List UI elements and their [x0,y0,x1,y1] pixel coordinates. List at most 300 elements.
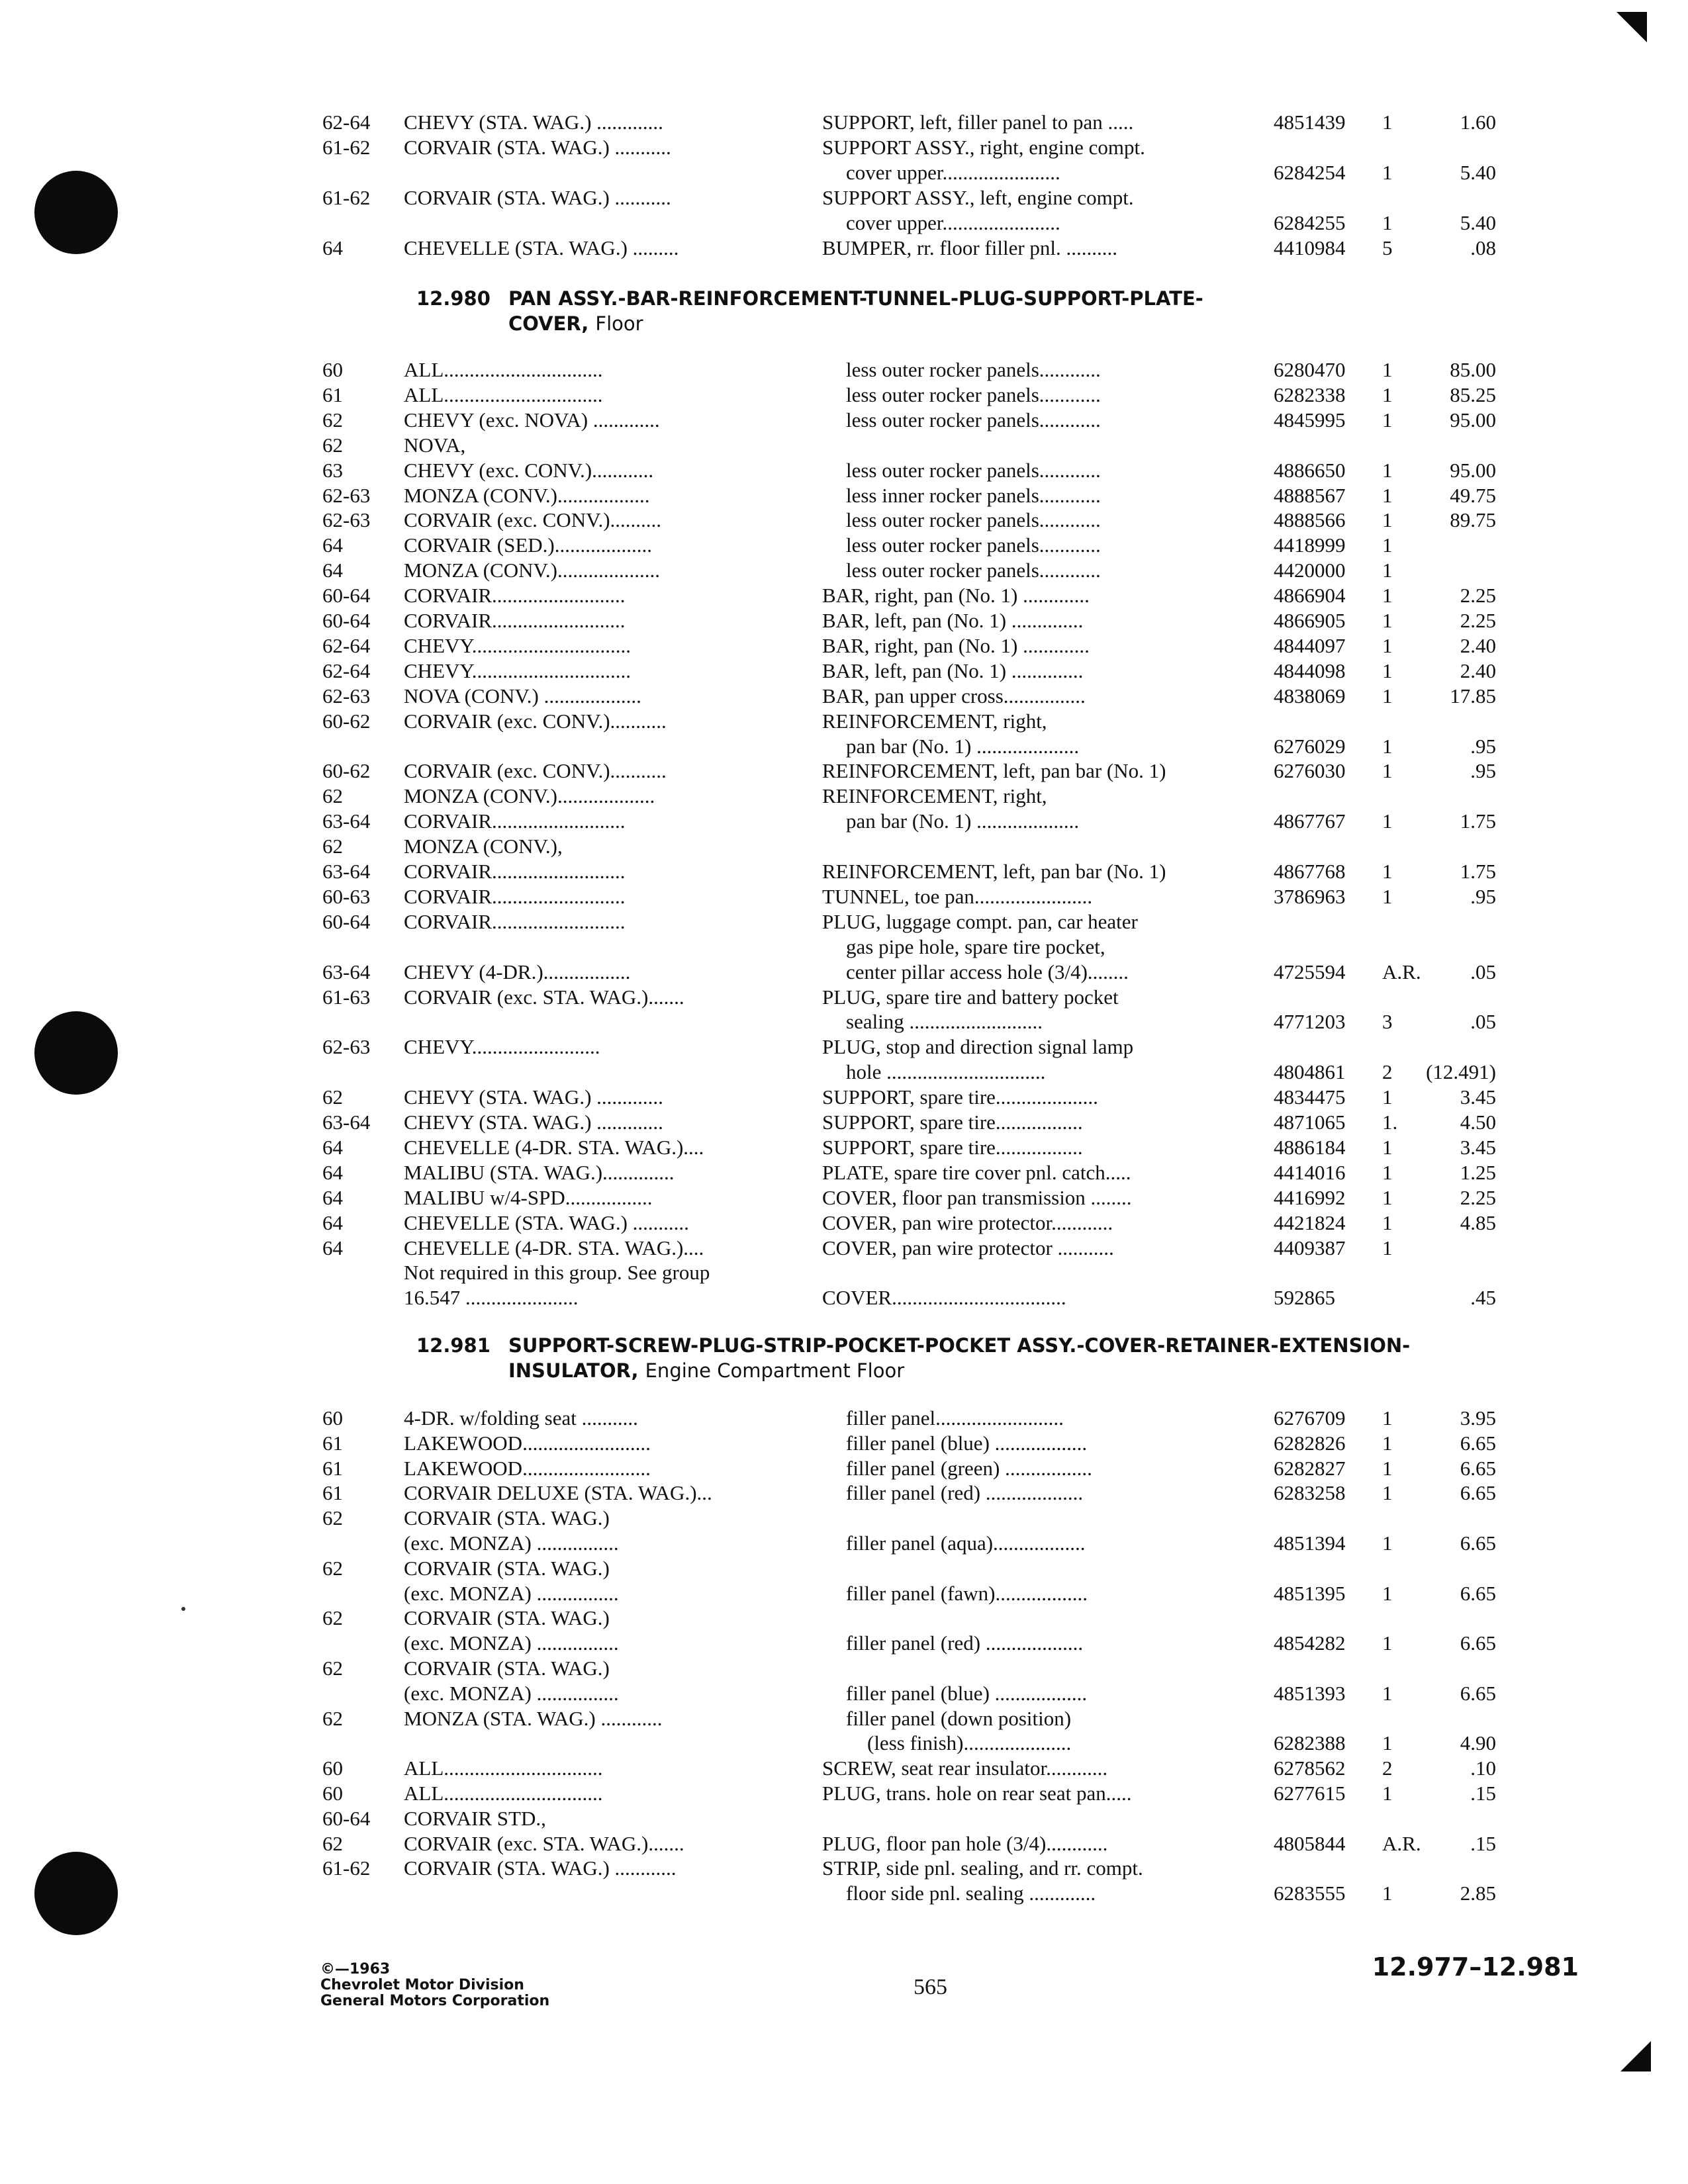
parts-row [0,909,1688,934]
parts-row [0,1656,1688,1681]
parts-row [0,1606,1688,1631]
quantity: 1 [1382,1431,1393,1455]
part-number: 6284255 [1274,211,1346,234]
model-year: 64 [322,1210,343,1234]
list-price: .95 [1470,884,1496,908]
part-description: SUPPORT, left, filler panel to pan ..... [822,111,1134,134]
parts-row [0,1160,1688,1185]
model-year: 62 [322,1657,343,1680]
model-year: 62 [322,1606,343,1630]
model-year: 64 [322,1135,343,1159]
parts-row [0,1781,1688,1806]
quantity: 1 [1382,1731,1393,1755]
list-price: 6.65 [1460,1456,1496,1480]
model-year: 64 [322,533,343,557]
model-year: 62-63 [322,508,371,532]
part-number: 4805844 [1274,1831,1346,1855]
model-year: 60 [322,358,343,381]
part-description: less outer rocker panels............ [846,458,1101,482]
model-application: CORVAIR (exc. CONV.)........... [404,709,667,733]
model-year: 60 [322,1406,343,1430]
parts-row [0,1531,1688,1556]
part-number: 4851394 [1274,1531,1346,1555]
list-price: 1.60 [1460,111,1496,134]
part-description: less outer rocker panels............ [846,358,1101,381]
quantity: 1 [1382,1782,1393,1805]
model-application: MONZA (STA. WAG.) ............ [404,1706,663,1730]
model-year: 62 [322,835,343,858]
list-price: 4.50 [1460,1111,1496,1134]
part-number: 6282338 [1274,383,1346,406]
group-range: 12.977–12.981 [1372,1952,1579,1981]
part-description: pan bar (No. 1) .................... [846,734,1080,758]
part-number: 4409387 [1274,1236,1346,1259]
part-description: REINFORCEMENT, left, pan bar (No. 1) [822,860,1166,883]
model-application: CORVAIR (STA. WAG.) ............ [404,1856,677,1880]
part-description: PLATE, spare tire cover pnl. catch..... [822,1160,1131,1184]
part-description: filler panel (green) ................. [846,1456,1092,1480]
list-price: .08 [1470,236,1496,259]
model-year: 60-64 [322,609,371,632]
part-number: 4871065 [1274,1111,1346,1134]
part-number: 6276709 [1274,1406,1346,1430]
model-application: MONZA (CONV.)................... [404,784,655,808]
parts-row [0,809,1688,834]
model-application: CHEVY............................... [404,659,632,682]
parts-row [0,1556,1688,1581]
part-description: center pillar access hole (3/4)........ [846,960,1129,983]
model-application: CHEVY......................... [404,1035,600,1059]
model-application: LAKEWOOD......................... [404,1431,651,1455]
page-number: 565 [914,1975,947,1999]
parts-row [0,110,1688,135]
parts-row [0,934,1688,960]
part-description: SUPPORT, spare tire.................... [822,1085,1098,1109]
part-number: 3786963 [1274,884,1346,908]
section-number: 12.981 [416,1334,491,1357]
part-description: BUMPER, rr. floor filler pnl. .......... [822,236,1118,259]
model-year: 60-64 [322,1806,371,1830]
part-number: 6280470 [1274,358,1346,381]
model-year: 62-63 [322,1035,371,1059]
list-price: 4.85 [1460,1210,1496,1234]
model-application: CORVAIR.......................... [404,884,626,908]
parts-row [0,734,1688,759]
model-application: ALL............................... [404,1782,603,1805]
list-price: 6.65 [1460,1581,1496,1605]
part-number: 592865 [1274,1286,1335,1310]
parts-row [0,533,1688,558]
quantity: 1 [1382,408,1393,432]
list-price: 6.65 [1460,1531,1496,1555]
model-application: (exc. MONZA) ................ [404,1681,619,1705]
list-price: 3.45 [1460,1085,1496,1109]
model-year: 63-64 [322,960,371,983]
model-year: 62 [322,408,343,432]
model-year: 62 [322,1706,343,1730]
model-application: 4-DR. w/folding seat ........... [404,1406,638,1430]
part-description: SUPPORT, spare tire................. [822,1135,1083,1159]
model-application: ALL............................... [404,383,603,406]
part-number: 4844098 [1274,659,1346,682]
model-year: 60-62 [322,759,371,783]
model-application: CORVAIR (STA. WAG.) [404,1506,610,1530]
part-number: 6284254 [1274,161,1346,184]
part-number: 4410984 [1274,236,1346,259]
model-year: 63-64 [322,1111,371,1134]
part-number: 6278562 [1274,1756,1346,1780]
model-year: 60-64 [322,909,371,933]
list-price: 2.25 [1460,1185,1496,1209]
parts-row [0,1210,1688,1236]
part-description: hole ............................... [846,1060,1046,1084]
quantity: 1 [1382,809,1393,833]
section-subtitle: Floor [595,312,643,335]
part-number: 6283555 [1274,1882,1346,1905]
part-number: 6283258 [1274,1481,1346,1505]
quantity: 1 [1382,1631,1393,1655]
model-year: 61-62 [322,186,371,209]
parts-row [0,608,1688,633]
parts-row [0,1431,1688,1456]
parts-row [0,709,1688,734]
part-number: 4420000 [1274,559,1346,582]
list-price: .05 [1470,1010,1496,1034]
part-description: REINFORCEMENT, right, [822,709,1047,733]
quantity: 1 [1382,358,1393,381]
model-year: 64 [322,1160,343,1184]
part-number: 4867768 [1274,860,1346,883]
model-application: CHEVELLE (STA. WAG.) ........... [404,1210,689,1234]
quantity: 1 [1382,609,1393,632]
quantity: 1 [1382,1406,1393,1430]
parts-row [0,1406,1688,1431]
part-number: 6282388 [1274,1731,1346,1755]
part-number: 4851393 [1274,1681,1346,1705]
part-number: 4851439 [1274,111,1346,134]
model-application: Not required in this group. See group [404,1261,710,1285]
model-application: CORVAIR.......................... [404,584,626,608]
model-application: CORVAIR.......................... [404,909,626,933]
parts-row [0,1034,1688,1060]
quantity: 2 [1382,1060,1393,1084]
quantity: 1 [1382,533,1393,557]
model-year: 60-63 [322,884,371,908]
section-title-cont: INSULATOR, [508,1359,639,1382]
part-description: PLUG, trans. hole on rear seat pan..... [822,1782,1132,1805]
quantity: 1 [1382,1681,1393,1705]
model-application: CORVAIR (exc. CONV.)........... [404,759,667,783]
part-number: 4834475 [1274,1085,1346,1109]
parts-row [0,1506,1688,1531]
parts-row [0,1185,1688,1210]
quantity: 1 [1382,211,1393,234]
parts-row [0,1110,1688,1135]
parts-row [0,1581,1688,1606]
model-application: CORVAIR (exc. STA. WAG.)....... [404,1831,684,1855]
list-price: 2.25 [1460,584,1496,608]
part-description: SUPPORT ASSY., right, engine compt. [822,136,1145,159]
model-application: MALIBU (STA. WAG.).............. [404,1160,675,1184]
quantity: 5 [1382,236,1393,259]
list-price: 95.00 [1450,458,1496,482]
parts-row [0,1260,1688,1285]
model-year: 60-64 [322,584,371,608]
list-price: .05 [1470,960,1496,983]
model-application: CORVAIR.......................... [404,809,626,833]
parts-row [0,160,1688,185]
model-application: CORVAIR DELUXE (STA. WAG.)... [404,1481,712,1505]
quantity: A.R. [1382,1831,1421,1855]
part-description: COVER.................................. [822,1286,1066,1310]
part-description: PLUG, spare tire and battery pocket [822,985,1119,1009]
part-description: SUPPORT, spare tire................. [822,1111,1083,1134]
model-application: CORVAIR (SED.)................... [404,533,652,557]
part-number: 4771203 [1274,1010,1346,1034]
part-description: STRIP, side pnl. sealing, and rr. compt. [822,1856,1143,1880]
part-description: sealing .......................... [846,1010,1043,1034]
parts-row [0,1856,1688,1881]
part-description: filler panel (blue) .................. [846,1681,1088,1705]
quantity: 1 [1382,759,1393,783]
quantity: 1 [1382,111,1393,134]
model-year: 62-63 [322,684,371,707]
quantity: 1 [1382,633,1393,657]
part-number: 4845995 [1274,408,1346,432]
part-number: 4844097 [1274,633,1346,657]
list-price: 6.65 [1460,1631,1496,1655]
list-price: 1.75 [1460,809,1496,833]
quantity: 1 [1382,508,1393,532]
list-price: .95 [1470,734,1496,758]
model-year: 60 [322,1782,343,1805]
corporation-line: General Motors Corporation [320,1993,550,2009]
parts-row [0,1285,1688,1310]
quantity: 1 [1382,1456,1393,1480]
parts-row [0,633,1688,659]
section-title-cont: COVER, [508,312,589,335]
section-title: PAN ASSY.-BAR-REINFORCEMENT-TUNNEL-PLUG-SUPPORT-PLATE- [508,287,1203,310]
model-year: 62-63 [322,483,371,507]
model-application: CHEVY (STA. WAG.) ............. [404,111,663,134]
list-price: 85.25 [1450,383,1496,406]
model-year: 62-64 [322,111,371,134]
parts-row [0,458,1688,483]
part-description: filler panel (red) ................... [846,1481,1084,1505]
quantity: 1. [1382,1111,1398,1134]
publisher-credit [320,1962,549,2009]
part-description: filler panel (red) ................... [846,1631,1084,1655]
parts-row [0,859,1688,884]
part-number: 4838069 [1274,684,1346,707]
section-title: SUPPORT-SCREW-PLUG-STRIP-POCKET-POCKET ASSY.-COVER-RETAINER-EXTENSION- [508,1334,1411,1357]
corner-crop-mark-top-right [1617,12,1647,42]
list-price: .95 [1470,759,1496,783]
quantity: 1 [1382,1581,1393,1605]
part-number: 4418999 [1274,533,1346,557]
model-application: CHEVY (exc. CONV.)............ [404,458,654,482]
model-year: 61 [322,1431,343,1455]
parts-row [0,185,1688,210]
parts-row [0,1135,1688,1160]
model-application: CORVAIR (STA. WAG.) [404,1556,610,1580]
quantity: 1 [1382,1236,1393,1259]
quantity: 1 [1382,884,1393,908]
section-number: 12.980 [416,287,491,310]
model-year: 64 [322,236,343,259]
parts-row [0,834,1688,859]
model-application: MALIBU w/4-SPD................. [404,1185,653,1209]
model-year: 62 [322,433,343,457]
part-description: REINFORCEMENT, left, pan bar (No. 1) [822,759,1166,783]
list-price: 85.00 [1450,358,1496,381]
parts-row [0,1756,1688,1781]
part-description: PLUG, luggage compt. pan, car heater [822,909,1138,933]
model-application: CORVAIR (STA. WAG.) [404,1657,610,1680]
part-description: TUNNEL, toe pan....................... [822,884,1093,908]
list-price: 49.75 [1450,483,1496,507]
parts-row [0,508,1688,533]
model-application: (exc. MONZA) ................ [404,1531,619,1555]
part-description: filler panel (blue) .................. [846,1431,1088,1455]
part-description: less outer rocker panels............ [846,383,1101,406]
parts-row [0,135,1688,160]
quantity: 1 [1382,1481,1393,1505]
model-year: 63-64 [322,809,371,833]
parts-row [0,1806,1688,1831]
model-application: CHEVY (4-DR.)................. [404,960,631,983]
parts-row [0,357,1688,383]
model-application: CHEVY............................... [404,633,632,657]
part-description: BAR, left, pan (No. 1) .............. [822,609,1084,632]
parts-row [0,1480,1688,1506]
part-number: 4888566 [1274,508,1346,532]
list-price: 3.95 [1460,1406,1496,1430]
parts-row [0,659,1688,684]
part-description: (less finish)..................... [867,1731,1072,1755]
parts-row [0,1831,1688,1856]
list-price: 2.85 [1460,1882,1496,1905]
parts-row [0,1706,1688,1731]
model-application: MONZA (CONV.).................. [404,483,650,507]
quantity: 1 [1382,584,1393,608]
parts-row [0,1731,1688,1756]
model-application: CORVAIR (STA. WAG.) [404,1606,610,1630]
list-price: 89.75 [1450,508,1496,532]
quantity: 1 [1382,1210,1393,1234]
part-description: BAR, right, pan (No. 1) ............. [822,584,1090,608]
model-application: (exc. MONZA) ................ [404,1631,619,1655]
model-application: CHEVELLE (4-DR. STA. WAG.).... [404,1236,704,1259]
parts-row [0,236,1688,261]
list-price: 4.90 [1460,1731,1496,1755]
parts-row [0,684,1688,709]
part-description: COVER, pan wire protector ........... [822,1236,1114,1259]
model-application: NOVA, [404,433,466,457]
parts-row [0,1681,1688,1706]
model-application: LAKEWOOD......................... [404,1456,651,1480]
model-application: (exc. MONZA) ................ [404,1581,619,1605]
quantity: 1 [1382,383,1393,406]
quantity: 1 [1382,559,1393,582]
quantity: 1 [1382,684,1393,707]
part-description: PLUG, stop and direction signal lamp [822,1035,1134,1059]
part-number: 4851395 [1274,1581,1346,1605]
parts-row [0,558,1688,583]
model-year: 61-62 [322,136,371,159]
model-year: 64 [322,1236,343,1259]
part-number: 4854282 [1274,1631,1346,1655]
copyright-line: ©—1963 [320,1961,391,1978]
parts-row [0,1085,1688,1110]
parts-row [0,383,1688,408]
parts-row [0,784,1688,809]
part-description: less outer rocker panels............ [846,559,1101,582]
model-application: MONZA (CONV.), [404,835,563,858]
parts-row [0,1060,1688,1085]
part-number: 4866904 [1274,584,1346,608]
quantity: A.R. [1382,960,1421,983]
parts-row [0,1881,1688,1906]
model-year: 64 [322,559,343,582]
model-application: CORVAIR.......................... [404,609,626,632]
part-description: less outer rocker panels............ [846,408,1101,432]
part-description: pan bar (No. 1) .................... [846,809,1080,833]
list-price: .15 [1470,1782,1496,1805]
model-application: CORVAIR (STA. WAG.) ........... [404,136,671,159]
quantity: 1 [1382,1160,1393,1184]
part-description: cover upper....................... [846,161,1060,184]
list-price: 17.85 [1450,684,1496,707]
model-year: 62-64 [322,659,371,682]
part-description: filler panel......................... [846,1406,1064,1430]
quantity: 3 [1382,1010,1393,1034]
part-number: 4804861 [1274,1060,1346,1084]
model-application: ALL............................... [404,1756,603,1780]
list-price: 5.40 [1460,161,1496,184]
part-number: 6277615 [1274,1782,1346,1805]
parts-row [0,985,1688,1010]
quantity: 1 [1382,483,1393,507]
model-application: CORVAIR STD., [404,1806,546,1830]
model-year: 62 [322,1831,343,1855]
quantity: 1 [1382,659,1393,682]
part-description: BAR, right, pan (No. 1) ............. [822,633,1090,657]
model-year: 62 [322,1085,343,1109]
part-description: filler panel (aqua).................. [846,1531,1086,1555]
parts-row [0,408,1688,433]
parts-row [0,758,1688,784]
model-year: 63 [322,458,343,482]
quantity: 1 [1382,1882,1393,1905]
parts-row [0,583,1688,608]
part-number: 4416992 [1274,1185,1346,1209]
model-year: 63-64 [322,860,371,883]
model-application: NOVA (CONV.) ................... [404,684,641,707]
parts-row [0,483,1688,508]
model-year: 62 [322,1556,343,1580]
part-number: 4866905 [1274,609,1346,632]
part-number: 6276030 [1274,759,1346,783]
part-description: COVER, pan wire protector............ [822,1210,1113,1234]
part-description: BAR, left, pan (No. 1) .............. [822,659,1084,682]
part-number: 6282827 [1274,1456,1346,1480]
part-description: less outer rocker panels............ [846,533,1101,557]
list-price: .15 [1470,1831,1496,1855]
part-description: filler panel (down position) [846,1706,1072,1730]
part-number: 6282826 [1274,1431,1346,1455]
part-description: gas pipe hole, spare tire pocket, [846,934,1105,958]
